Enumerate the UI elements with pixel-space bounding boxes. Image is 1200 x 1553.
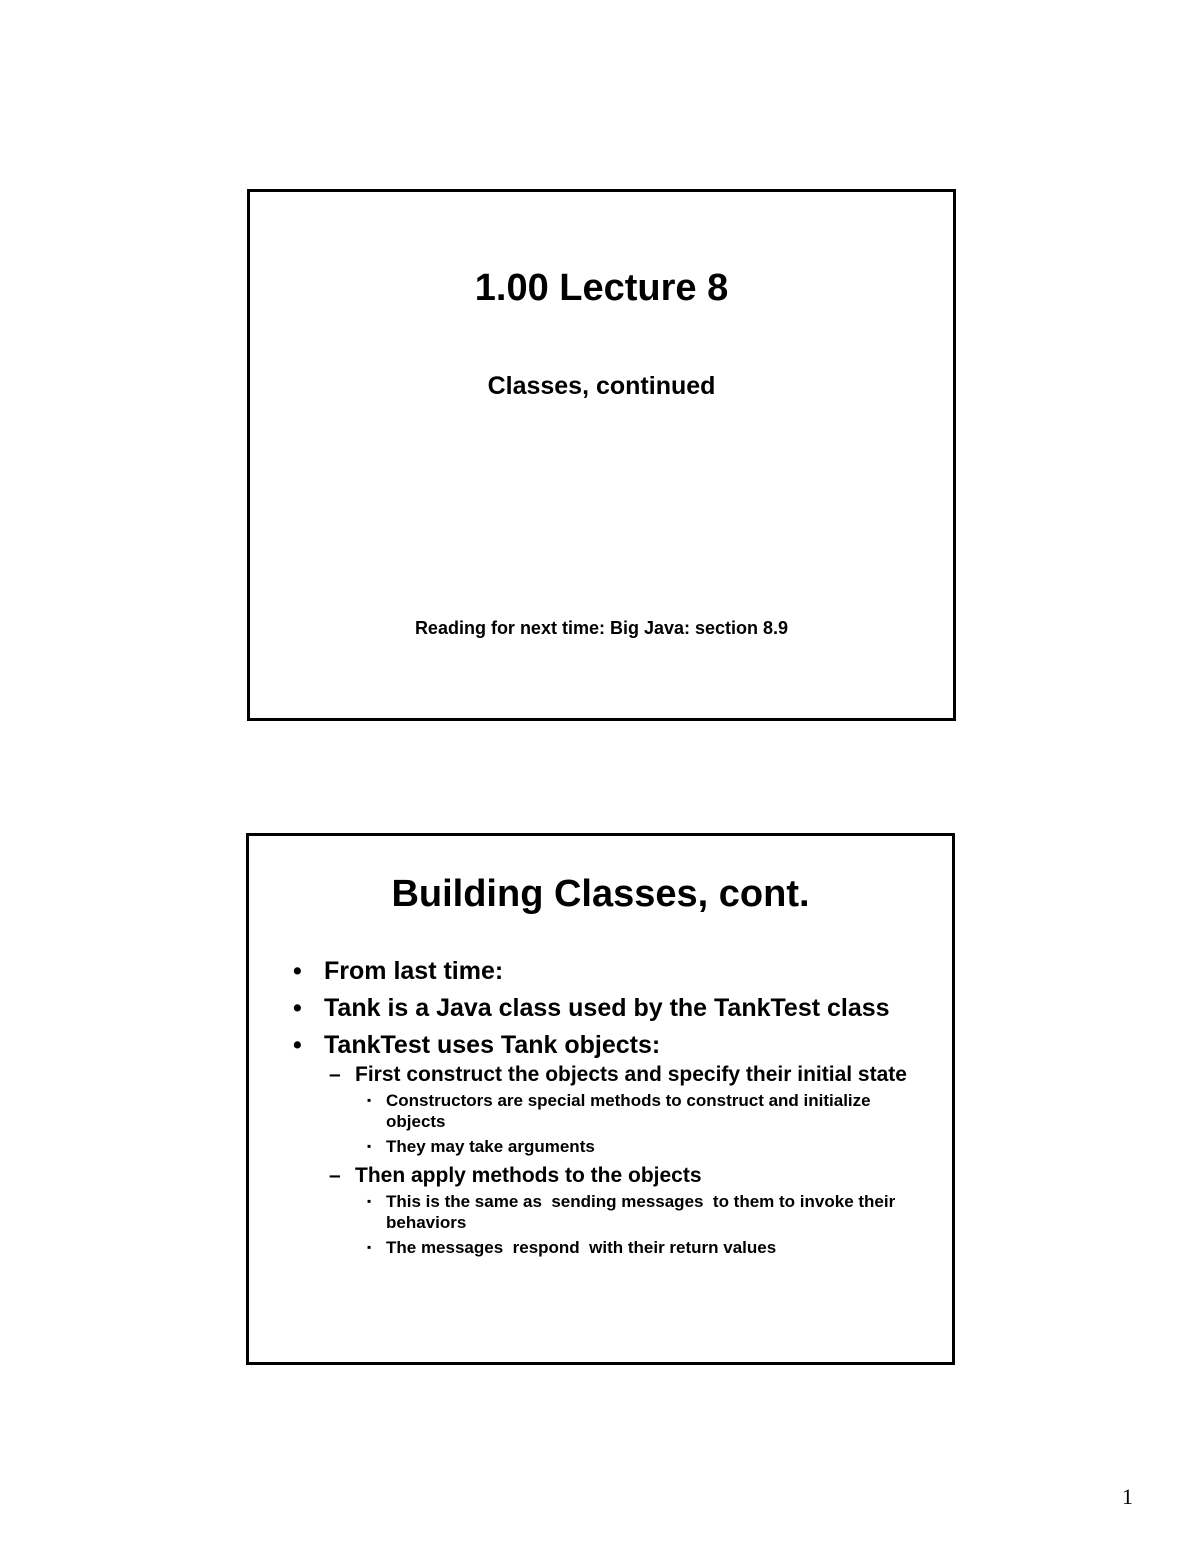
- sub-sub-bullet-item: [291, 1090, 931, 1132]
- small-square-marker: ▪: [367, 1139, 372, 1153]
- bullet-item: [291, 956, 931, 986]
- bullet-item: [291, 993, 931, 1023]
- slide-1-subtitle: Classes, continued: [487, 372, 716, 400]
- small-square-marker: ▪: [367, 1093, 372, 1107]
- bullet-text: TankTest uses Tank objects:: [324, 1031, 661, 1059]
- slide-2-bullet-list: [291, 956, 931, 1264]
- sub-sub-bullet-item: [291, 1237, 931, 1258]
- bullet-marker: •: [293, 957, 302, 985]
- sub-sub-bullet-item: [291, 1136, 931, 1157]
- sub-sub-bullet-text: Constructors are special methods to construct and initialize objects: [386, 1091, 871, 1131]
- bullet-marker: •: [293, 994, 302, 1022]
- bullet-text: From last time:: [324, 957, 504, 985]
- sub-sub-bullet-text: They may take arguments: [386, 1137, 595, 1156]
- bullet-marker: •: [293, 1031, 302, 1059]
- slide-1: [247, 189, 956, 721]
- page-number: 1: [1122, 1484, 1133, 1509]
- slide-2-title: Building Classes, cont.: [391, 873, 810, 915]
- slide-1-title: 1.00 Lecture 8: [474, 267, 729, 309]
- sub-sub-bullet-text: This is the same as sending messages to them to invoke their behaviors: [386, 1192, 900, 1232]
- bullet-text: Tank is a Java class used by the TankTest class: [324, 994, 890, 1022]
- dash-marker: –: [329, 1063, 341, 1086]
- sub-bullet-item: [291, 1163, 931, 1189]
- sub-bullet-item: [291, 1062, 931, 1088]
- sub-bullet-text: Then apply methods to the objects: [355, 1164, 702, 1187]
- small-square-marker: ▪: [367, 1194, 372, 1208]
- sub-sub-bullet-item: [291, 1191, 931, 1233]
- sub-bullet-text: First construct the objects and specify their initial state: [355, 1063, 907, 1086]
- slide-2: [246, 833, 955, 1365]
- sub-sub-bullet-text: The messages respond with their return values: [386, 1238, 777, 1257]
- dash-marker: –: [329, 1164, 341, 1187]
- slide-1-reading-note: Reading for next time: Big Java: section 8.9: [414, 618, 789, 638]
- small-square-marker: ▪: [367, 1240, 372, 1254]
- bullet-item: [291, 1030, 931, 1060]
